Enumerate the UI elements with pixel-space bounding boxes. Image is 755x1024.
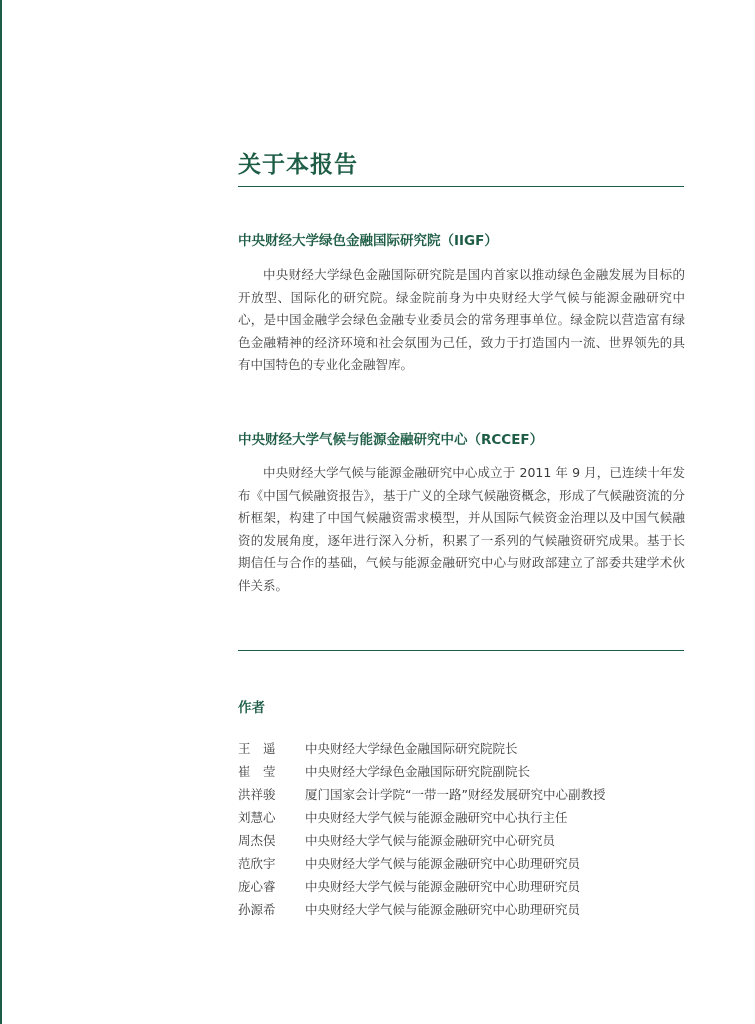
- author-row: [238, 901, 685, 924]
- author-name: 周杰俣: [238, 833, 276, 848]
- author-row: [238, 740, 685, 763]
- rccef-heading: 中央财经大学气候与能源金融研究中心（RCCEF）: [238, 432, 544, 448]
- author-title: 中央财经大学气候与能源金融研究中心助理研究员: [305, 902, 581, 917]
- title-divider: [238, 186, 684, 187]
- author-list: [238, 740, 685, 924]
- iigf-description: 中央财经大学绿色金融国际研究院是国内首家以推动绿色金融发展为目标的开放型、国际化的研究院。绿金院前身为中央财经大学气候与能源金融研究中心，是中国金融学会绿色金融专业委员会的常务理事单位。绿金院以营造富有绿色金融精神的经济环境和社会氛围为己任，致力于打造国内一流、世界领先的具有中国特色的专业化金融智库。: [238, 267, 685, 373]
- author-title: 中央财经大学绿色金融国际研究院院长: [305, 741, 518, 756]
- author-row: [238, 878, 685, 901]
- author-title: 中央财经大学气候与能源金融研究中心执行主任: [305, 810, 568, 825]
- author-row: [238, 809, 685, 832]
- author-name: 庞心睿: [238, 879, 276, 894]
- page-edge-bar: [0, 0, 2, 1024]
- author-row: [238, 855, 685, 878]
- author-title: 厦门国家会计学院“一带一路”财经发展研究中心副教授: [305, 787, 606, 802]
- author-name: 崔 莹: [238, 764, 276, 779]
- page-title: 关于本报告: [238, 152, 358, 178]
- author-title: 中央财经大学绿色金融国际研究院副院长: [305, 764, 531, 779]
- author-name: 刘慧心: [238, 810, 276, 825]
- author-row: [238, 832, 685, 855]
- author-row: [238, 786, 685, 809]
- author-name: 洪祥骏: [238, 787, 276, 802]
- author-name: 王 遥: [238, 741, 276, 756]
- section-divider: [238, 650, 684, 651]
- author-name: 范欣宇: [238, 856, 276, 871]
- author-title: 中央财经大学气候与能源金融研究中心研究员: [305, 833, 556, 848]
- authors-heading: 作者: [238, 700, 265, 716]
- author-title: 中央财经大学气候与能源金融研究中心助理研究员: [305, 856, 581, 871]
- author-title: 中央财经大学气候与能源金融研究中心助理研究员: [305, 879, 581, 894]
- iigf-heading: 中央财经大学绿色金融国际研究院（IIGF）: [238, 233, 498, 249]
- author-row: [238, 763, 685, 786]
- rccef-description: 中央财经大学气候与能源金融研究中心成立于 2011 年 9 月，已连续十年发布《中国气候融资报告》，基于广义的全球气候融资概念，形成了气候融资流的分析框架，构建了中国气候融资需求模型，并从国际气候资金治理以及中国气候融资的发展角度，逐年进行深入分析，积累了一系列的气候融资研究成果。基于长期信任与合作的基础，气候与能源金融研究中心与财政部建立了部委共建学术伙伴关系。: [238, 465, 685, 593]
- author-name: 孙源希: [238, 902, 276, 917]
